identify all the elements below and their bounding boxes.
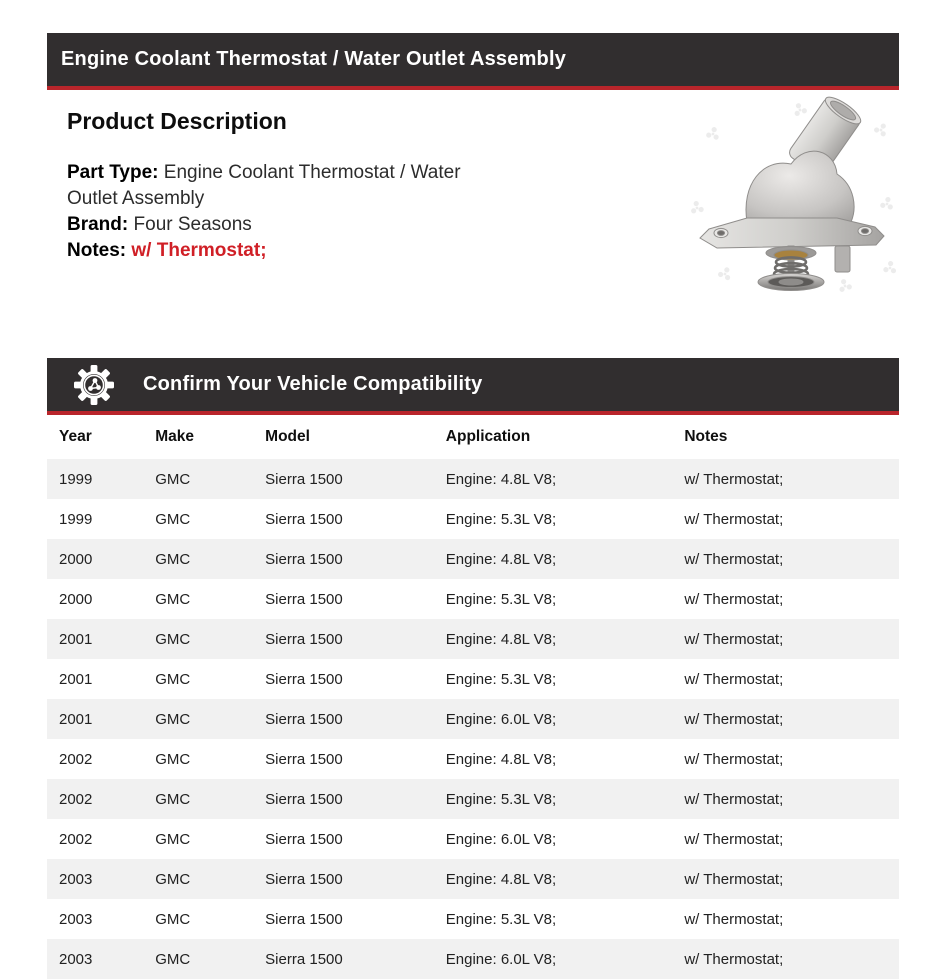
part-type-label: Part Type: (67, 162, 159, 183)
table-cell: Engine: 5.3L V8; (445, 790, 557, 808)
column-header-model: Model (253, 415, 434, 459)
compatibility-header-bar (47, 358, 899, 415)
page (47, 0, 899, 979)
table-cell: 2003 (59, 950, 93, 968)
table-cell: GMC (155, 790, 191, 808)
table-cell: Engine: 4.8L V8; (445, 750, 557, 768)
table-row (47, 939, 899, 979)
notes-value: w/ Thermostat; (131, 240, 267, 261)
table-row (47, 819, 899, 859)
thermostat-housing-illustration (685, 96, 899, 298)
table-cell: w/ Thermostat; (684, 630, 784, 648)
table-row (47, 579, 899, 619)
column-header-year: Year (47, 415, 143, 459)
table-cell: w/ Thermostat; (684, 950, 784, 968)
table-cell: GMC (155, 590, 191, 608)
table-cell: GMC (155, 470, 191, 488)
table-cell: 2001 (59, 630, 93, 648)
table-cell: 2000 (59, 550, 93, 568)
table-row (47, 619, 899, 659)
table-cell: Engine: 5.3L V8; (445, 910, 557, 928)
table-cell: 2003 (59, 870, 93, 888)
table-cell: Sierra 1500 (265, 510, 343, 528)
table-cell: Engine: 4.8L V8; (445, 870, 557, 888)
gear-icon (73, 364, 115, 406)
table-cell: w/ Thermostat; (684, 710, 784, 728)
table-cell: w/ Thermostat; (684, 470, 784, 488)
compatibility-table (47, 415, 899, 979)
table-cell: Engine: 6.0L V8; (445, 830, 557, 848)
table-row (47, 859, 899, 899)
table-cell: Engine: 4.8L V8; (445, 550, 557, 568)
table-cell: 2001 (59, 670, 93, 688)
table-row (47, 539, 899, 579)
table-cell: GMC (155, 910, 191, 928)
part-type-line (67, 160, 477, 212)
product-fields (67, 160, 477, 264)
column-header-make: Make (143, 415, 253, 459)
table-cell: w/ Thermostat; (684, 830, 784, 848)
compatibility-table-head (47, 415, 899, 459)
page-title: Engine Coolant Thermostat / Water Outlet Assembly (61, 48, 567, 70)
table-cell: GMC (155, 670, 191, 688)
table-cell: GMC (155, 630, 191, 648)
table-cell: Sierra 1500 (265, 670, 343, 688)
table-cell: 2002 (59, 830, 93, 848)
table-cell: w/ Thermostat; (684, 590, 784, 608)
table-cell: 2001 (59, 710, 93, 728)
table-cell: Sierra 1500 (265, 470, 343, 488)
table-cell: w/ Thermostat; (684, 750, 784, 768)
brand-line (67, 212, 477, 238)
table-cell: 2002 (59, 790, 93, 808)
notes-label: Notes: (67, 240, 127, 261)
table-cell: w/ Thermostat; (684, 550, 784, 568)
compatibility-section (47, 358, 899, 979)
table-cell: Sierra 1500 (265, 750, 343, 768)
table-header-row (47, 415, 899, 459)
table-cell: GMC (155, 830, 191, 848)
table-cell: w/ Thermostat; (684, 910, 784, 928)
table-cell: Engine: 4.8L V8; (445, 630, 557, 648)
table-cell: 2000 (59, 590, 93, 608)
brand-value: Four Seasons (133, 214, 252, 235)
compatibility-heading: Confirm Your Vehicle Compatibility (143, 373, 483, 395)
table-cell: 2003 (59, 910, 93, 928)
table-row (47, 499, 899, 539)
table-cell: Sierra 1500 (265, 590, 343, 608)
table-cell: Engine: 4.8L V8; (445, 470, 557, 488)
table-row (47, 659, 899, 699)
table-cell: GMC (155, 510, 191, 528)
table-cell: Sierra 1500 (265, 630, 343, 648)
table-cell: 1999 (59, 510, 93, 528)
column-header-application: Application (434, 415, 673, 459)
product-image (685, 96, 899, 298)
table-row (47, 699, 899, 739)
table-cell: 1999 (59, 470, 93, 488)
table-cell: GMC (155, 710, 191, 728)
table-cell: w/ Thermostat; (684, 510, 784, 528)
table-cell: Engine: 5.3L V8; (445, 670, 557, 688)
table-row (47, 739, 899, 779)
table-cell: GMC (155, 870, 191, 888)
notes-line (67, 238, 477, 264)
table-cell: Sierra 1500 (265, 910, 343, 928)
table-cell: GMC (155, 950, 191, 968)
table-cell: Sierra 1500 (265, 550, 343, 568)
product-title-bar (47, 33, 899, 90)
table-cell: Sierra 1500 (265, 710, 343, 728)
table-cell: w/ Thermostat; (684, 790, 784, 808)
product-description-section (47, 90, 899, 306)
product-description-heading: Product Description (67, 108, 287, 134)
table-cell: GMC (155, 550, 191, 568)
table-row (47, 899, 899, 939)
table-cell: 2002 (59, 750, 93, 768)
table-cell: Sierra 1500 (265, 870, 343, 888)
table-cell: GMC (155, 750, 191, 768)
column-header-notes: Notes (672, 415, 899, 459)
table-row (47, 779, 899, 819)
compatibility-table-body (47, 459, 899, 979)
brand-label: Brand: (67, 214, 129, 235)
table-cell: Engine: 6.0L V8; (445, 950, 557, 968)
table-cell: Sierra 1500 (265, 950, 343, 968)
table-cell: Engine: 5.3L V8; (445, 590, 557, 608)
table-cell: w/ Thermostat; (684, 870, 784, 888)
table-cell: Engine: 6.0L V8; (445, 710, 557, 728)
table-cell: Sierra 1500 (265, 790, 343, 808)
table-cell: Sierra 1500 (265, 830, 343, 848)
part-type-value: Engine Coolant Thermostat / Water Outlet Assembly (67, 162, 461, 209)
table-row (47, 459, 899, 499)
table-cell: w/ Thermostat; (684, 670, 784, 688)
table-cell: Engine: 5.3L V8; (445, 510, 557, 528)
